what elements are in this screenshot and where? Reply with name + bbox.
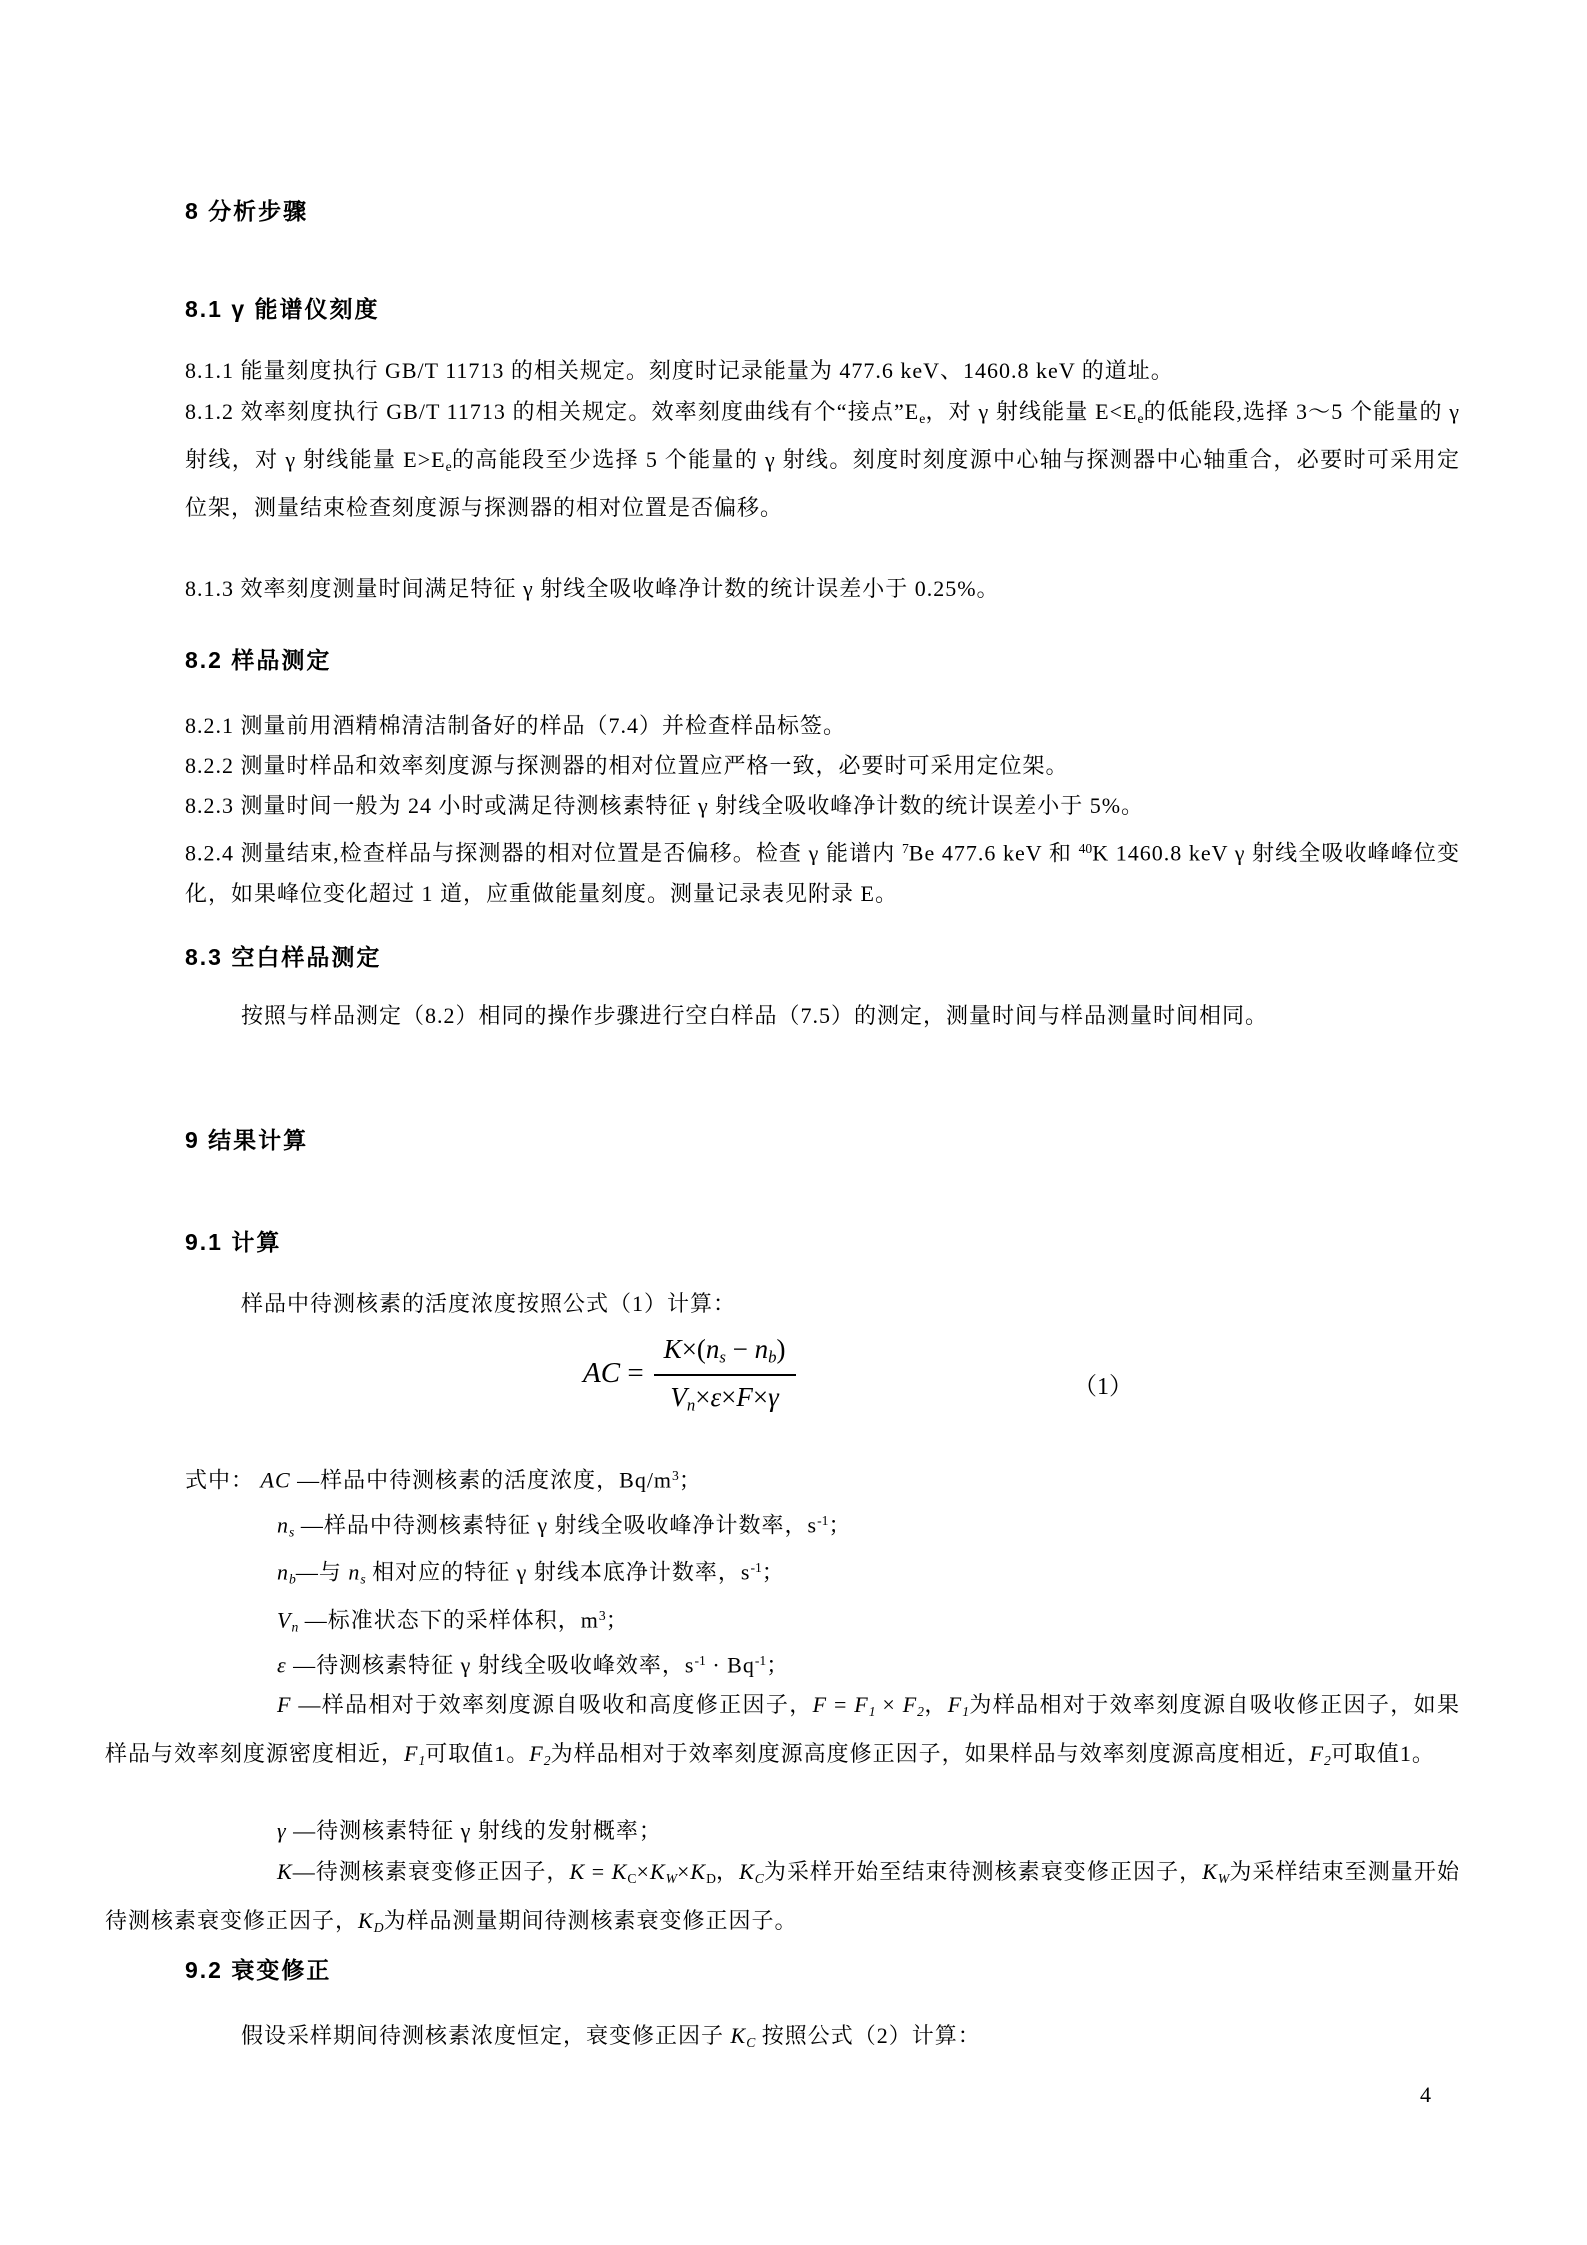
clause-8-1-2-text: 8.1.2 效率刻度执行 GB/T 11713 的相关规定。效率刻度曲线有个“接点”Ee，对 γ 射线能量 E<Ee的低能段,选择 3～5 个能量的 γ 射线，对 γ 射线能量 E>Ee的高能段至少选择 5 个能量的 γ 射线。刻度时刻度源中心轴与探测器中心轴重合，必要时可采用定位架，测量结束检查刻度源与探测器的相对位置是否偏移。 (185, 399, 1460, 520)
equation-1 (185, 1332, 1460, 1442)
clause-8-1-heading: 8.1 γ 能谱仪刻度 (185, 296, 380, 322)
clause-8-2-2-text: 8.2.2 测量时样品和效率刻度源与探测器的相对位置应严格一致，必要时可采用定位架。 (185, 753, 1069, 778)
equation-1-lhs: AC = (583, 1357, 644, 1390)
clause-9-1-intro-text: 样品中待测核素的活度浓度按照公式（1）计算： (241, 1291, 737, 1316)
equation-1-number: （1） (1073, 1374, 1133, 1400)
page-number: 4 (1420, 2082, 1431, 2107)
clause-8-heading: 8 分析步骤 (185, 198, 309, 224)
equation-1-denominator: Vn×ε×F×γ (670, 1381, 779, 1415)
symbol-def-epsilon: ε —待测核素特征 γ 射线全吸收峰效率，$s^{-1} \cdot Bq^{-1}$； (277, 1652, 790, 1678)
clause-8-2-4-text: 8.2.4 测量结束,检查样品与探测器的相对位置是否偏移。检查 γ 能谱内 $^7$Be 477.6 keV 和 $^{40}$K 1460.8 keV γ 射线全吸收峰峰位变化，如果峰位变化超过 1 道，应重做能量刻度。测量记录表见附录 E。 (185, 840, 1460, 906)
equation-1-numerator: K×(ns − nb) (654, 1332, 796, 1376)
equation-1-expression (583, 1332, 796, 1415)
clause-8-2-heading: 8.2 样品测定 (185, 647, 332, 673)
symbol-def-ns: ns —样品中待测核素特征 γ 射线全吸收峰净计数率，$s^{-1}$； (277, 1512, 852, 1540)
symbol-def-vn: Vn —标准状态下的采样体积，$m^3$； (277, 1607, 629, 1635)
symbol-def-nb: nb—与 ns 相对应的特征 γ 射线本底净计数率，$s^{-1}$； (277, 1559, 785, 1587)
clause-9-2-text: 假设采样期间待测核素浓度恒定，衰变修正因子 KC 按照公式（2）计算： (241, 2023, 981, 2050)
clause-8-1-1-text: 8.1.1 能量刻度执行 GB/T 11713 的相关规定。刻度时记录能量为 477.6 keV、1460.8 keV 的道址。 (185, 358, 1174, 383)
clause-9-2-heading: 9.2 衰变修正 (185, 1957, 332, 1983)
symbol-def-f: F —样品相对于效率刻度源自吸收和高度修正因子，F = F1 × F2，F1为样品相对于效率刻度源自吸收修正因子，如果样品与效率刻度源密度相近，F1可取值1。F2为样品相对于效率刻度源高度修正因子，如果样品与效率刻度源高度相近，F2可取值1。 (105, 1692, 1460, 1768)
clause-8-2-1-text: 8.2.1 测量前用酒精棉清洁制备好的样品（7.4）并检查样品标签。 (185, 713, 847, 738)
clause-8-3-heading: 8.3 空白样品测定 (185, 944, 382, 970)
clause-9-heading: 9 结果计算 (185, 1127, 309, 1153)
clause-9-1-heading: 9.1 计算 (185, 1229, 282, 1255)
clause-8-1-3-text: 8.1.3 效率刻度测量时间满足特征 γ 射线全吸收峰净计数的统计误差小于 0.25%。 (185, 576, 1000, 601)
clause-8-2-3-text: 8.2.3 测量时间一般为 24 小时或满足待测核素特征 γ 射线全吸收峰净计数的统计误差小于 5%。 (185, 793, 1145, 818)
symbol-def-k: K—待测核素衰变修正因子，K = KC×KW×KD，KC为采样开始至结束待测核素衰变修正因子，KW为采样结束至测量开始待测核素衰变修正因子，KD为样品测量期间待测核素衰变修正因子。 (105, 1859, 1460, 1935)
clause-8-3-text: 按照与样品测定（8.2）相同的操作步骤进行空白样品（7.5）的测定，测量时间与样品测量时间相同。 (241, 1003, 1269, 1028)
equation-1-fraction (654, 1332, 796, 1415)
symbol-def-ac: 式中： AC —样品中待测核素的活度浓度，$Bq/m^3$； (185, 1467, 702, 1493)
symbol-def-gamma: γ —待测核素特征 γ 射线的发射概率； (277, 1818, 662, 1843)
